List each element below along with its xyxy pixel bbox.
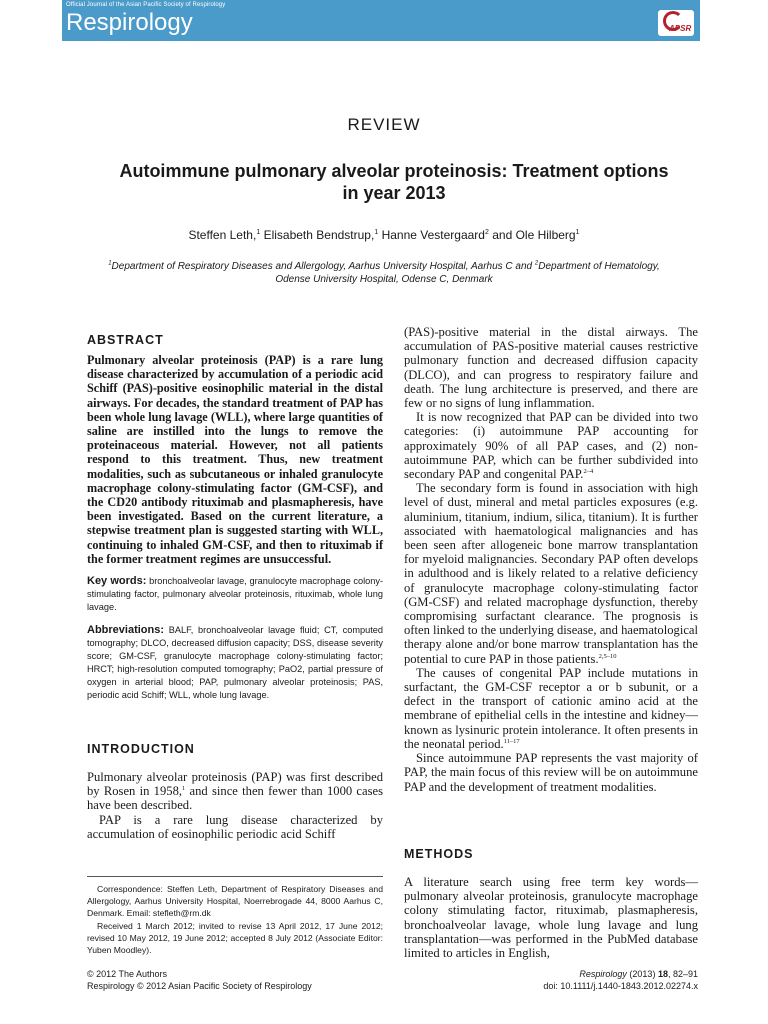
article-title bbox=[80, 160, 708, 204]
citation-year: (2013) bbox=[626, 969, 658, 979]
journal-subtitle: Official Journal of the Asian Pacific Society of Respirology bbox=[66, 2, 226, 8]
right-p3-sup: 2,5–10 bbox=[598, 652, 617, 660]
introduction-heading: INTRODUCTION bbox=[87, 742, 195, 756]
author-4-sup: 1 bbox=[575, 229, 580, 236]
abbrev-text: BALF, bronchoalveolar lavage fluid; CT, computed tomography; DLCO, decreased diffusion capacity; DSS, disease severity score; GM-CSF, granulocyte macrophage colony-stimulating factor; HRCT; high-resolution computed tomography; PaO2, partial pressure of oxygen in arterial blood; PAP, pulmonary alveolar proteinosis; PAS, periodic acid Schiff; WLL, whole lung lavage. bbox=[87, 625, 383, 701]
received-dates: Received 1 March 2012; invited to revise 13 April 2012, 17 June 2012; revised 10 May 2012, 19 June 2012; accepted 8 July 2012 (Associate Editor: Yuben Moodley). bbox=[87, 920, 383, 956]
right-p4-text: The causes of congenital PAP include mutations in surfactant, the GM-CSF receptor a or b subunit, or a defect in the transport of cationic amino acid at the membrane of epithelial cells in the intestine and kidney—known as lysinuric protein intolerance. It often presents in the neonatal period. bbox=[404, 665, 698, 751]
right-paragraph-5: Since autoimmune PAP represents the vast majority of PAP, the main focus of this review will be on autoimmune PAP and the development of treatment modalities. bbox=[404, 751, 698, 794]
introduction-section bbox=[87, 742, 383, 841]
citation-pages: , 82–91 bbox=[667, 969, 698, 979]
right-paragraph-1: (PAS)-positive material in the distal airways. The accumulation of PAS-positive material causes restrictive pulmonary function and decreased diffusion capacity (DLCO), and can progress to respiratory failure and death. The lung architecture is preserved, and there are few or no signs of lung inflammation. bbox=[404, 325, 698, 411]
doi: doi: 10.1111/j.1440-1843.2012.02274.x bbox=[543, 981, 698, 991]
right-p4-sup: 11–17 bbox=[503, 737, 520, 745]
keywords-text: bronchoalveolar lavage, granulocyte macrophage colony-stimulating factor, pulmonary alveolar proteinosis, rituximab, whole lung lavage. bbox=[87, 576, 384, 613]
methods-section bbox=[404, 847, 698, 960]
affiliations bbox=[100, 260, 668, 286]
copyright-line-1: © 2012 The Authors bbox=[87, 969, 168, 979]
abbreviations bbox=[87, 624, 383, 702]
right-paragraph-3 bbox=[404, 481, 698, 666]
affil-sup-1: 1 bbox=[108, 260, 112, 267]
affiliation-1: Department of Respiratory Diseases and Allergology, Aarhus University Hospital, Aarhus C and bbox=[111, 261, 535, 272]
affiliation-2: Department of Hematology, Odense University Hospital, Odense C, Denmark bbox=[275, 261, 660, 285]
methods-heading: METHODS bbox=[404, 847, 474, 861]
right-column bbox=[404, 325, 698, 794]
citation-journal: Respirology bbox=[579, 969, 627, 979]
intro-p1-sup: 1 bbox=[182, 785, 186, 793]
keywords bbox=[87, 575, 383, 614]
citation bbox=[543, 968, 698, 992]
copyright bbox=[87, 968, 312, 992]
apsr-logo bbox=[658, 10, 694, 36]
citation-line bbox=[543, 968, 698, 980]
journal-banner bbox=[62, 0, 700, 41]
right-p3-text: The secondary form is found in association with high level of dust, mineral and metal particles exposures (e.g. aluminium, titanium, indium, silica, titanium). It is further associated with haematological malignancies and has been seen after allogeneic bone marrow transplantation for myeloid malignancies. Secondary PAP often develops in adulthood and is likely related to a relative deficiency of granulocyte macrophage colony-stimulating factor (GM-CSF) and related macrophage dysfunction, thereby compromising surfactant clearance. The prognosis is often linked to the underlying disease, and haematological therapy alone and/or bone marrow transplantation has the potential to cure PAP in those patients. bbox=[404, 481, 698, 666]
citation-volume: 18 bbox=[657, 969, 668, 979]
author-1: Steffen Leth, bbox=[188, 228, 257, 242]
right-p2-sup: 2–4 bbox=[583, 467, 594, 475]
title-line-1: Autoimmune pulmonary alveolar proteinosis: Treatment options bbox=[119, 161, 669, 181]
apsr-logo-text: APSR bbox=[669, 24, 692, 33]
author-4: and Ole Hilberg bbox=[492, 228, 576, 242]
author-list bbox=[0, 228, 768, 242]
author-3-sup: 2 bbox=[484, 229, 489, 236]
keywords-label: Key words: bbox=[87, 575, 147, 588]
author-3: Hanne Vestergaard bbox=[381, 228, 485, 242]
abstract-text: Pulmonary alveolar proteinosis (PAP) is a rare lung disease characterized by accumulation of a periodic acid Schiff (PAS)-positive eosinophilic material in the distal airways. For decades, the standard treatment of PAP has been whole lung lavage (WLL), where large quantities of saline are instilled into the lungs to remove the proteinaceous material. However, not all patients respond to this treatment. Thus, new treatment modalities, such as subcutaneous or inhaled granulocyte macrophage colony-stimulating factor (GM-CSF), and the CD20 antibody rituximab and plasmapheresis, have been investigated. Based on the current literature, a stepwise treatment plan is suggested starting with WLL, continuing to inhaled GM-CSF, and then to rituximab if the former treatment regimes are unsuccessful. bbox=[87, 353, 383, 566]
intro-p1-a: Pulmonary alveolar proteinosis (PAP) was first described by Rosen in 1958, bbox=[87, 770, 383, 799]
intro-p1-b: and since then fewer than 1000 cases have been described. bbox=[87, 784, 384, 813]
footnote bbox=[87, 883, 383, 956]
right-paragraph-4 bbox=[404, 666, 698, 751]
left-column bbox=[87, 333, 383, 702]
author-2: Elisabeth Bendstrup, bbox=[263, 228, 375, 242]
copyright-line-2: Respirology © 2012 Asian Pacific Society of Respirology bbox=[87, 981, 312, 991]
abstract-heading: ABSTRACT bbox=[87, 333, 164, 347]
footnote-divider bbox=[87, 876, 383, 877]
methods-text: A literature search using free term key words—pulmonary alveolar proteinosis, granulocyte macrophage colony stimulating factor, rituximab, plasmapheresis, bronchoalveolar lavage, whole lung lavage and lung transplantation—was performed in the PubMed database limited to articles in English, bbox=[404, 875, 698, 961]
title-line-2: in year 2013 bbox=[342, 183, 446, 203]
section-label: REVIEW bbox=[347, 115, 421, 134]
correspondence: Correspondence: Steffen Leth, Department of Respiratory Diseases and Allergology, Aarhus University Hospital, Noerrebrogade 44, 8000 Aarhus C, Denmark. Email: stefleth@rm.dk bbox=[87, 884, 383, 919]
abbrev-label: Abbreviations: bbox=[87, 624, 165, 637]
intro-paragraph-1 bbox=[87, 770, 383, 813]
author-2-sup: 1 bbox=[374, 229, 379, 236]
right-p2-text: It is now recognized that PAP can be divided into two categories: (i) autoimmune PAP accounting for approximately 90% of all PAP cases, and (2) non-autoimmune PAP, which can be further subdivided into secondary PAP and congenital PAP. bbox=[404, 410, 698, 482]
right-paragraph-2 bbox=[404, 410, 698, 481]
intro-paragraph-2: PAP is a rare lung disease characterized by accumulation of eosinophilic periodic acid Schiff bbox=[87, 812, 383, 841]
author-1-sup: 1 bbox=[256, 229, 261, 236]
journal-name: Respirology bbox=[66, 9, 193, 36]
affil-sup-2: 2 bbox=[534, 260, 539, 267]
